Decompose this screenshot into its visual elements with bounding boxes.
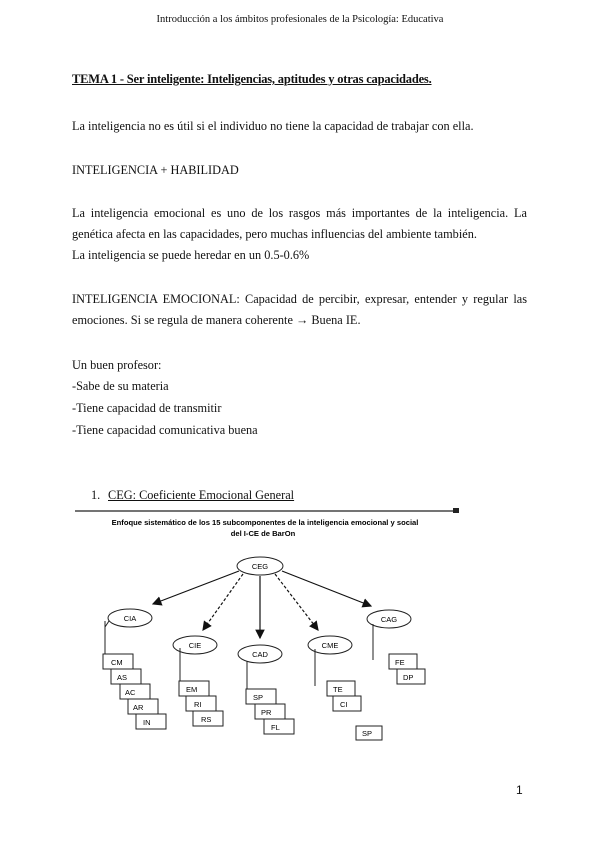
box-ci-label: CI [340,700,348,709]
box-dp-label: DP [403,673,414,682]
diagram-caption-line1: Enfoque sistemático de los 15 subcomponentes de la inteligencia emocional y social [111,518,419,527]
node-ceg-label: CEG [251,562,269,571]
page-number: 1 [516,783,523,797]
box-ac-label: AC [125,688,136,697]
box-pr-label: PR [261,708,272,717]
list-item: -Tiene capacidad comunicativa buena [72,423,258,437]
paragraph-ie-definicion: INTELIGENCIA EMOCIONAL: Capacidad de percibir, expresar, entender y regular las emociones. Si se regula de manera coherente → Buena IE. [72,292,527,327]
box-ar-label: AR [133,703,144,712]
arrow-to-cag [282,571,371,606]
page-title: TEMA 1 - Ser inteligente: Inteligencias, aptitudes y otras capacidades. [72,72,432,86]
baron-diagram [75,508,465,748]
box-ri-label: RI [194,700,202,709]
box-fl-label: FL [271,723,280,732]
paragraph-inteligencia-habilidad: INTELIGENCIA + HABILIDAD [72,163,239,177]
list-item: -Tiene capacidad de transmitir [72,401,222,415]
list-heading-ceg: CEG: Coeficiente Emocional General [108,488,295,502]
box-fe-label: FE [395,658,405,667]
paragraph-heredar: La inteligencia se puede heredar en un 0.5-0.6% [72,248,310,262]
page-header: Introducción a los ámbitos profesionales de la Psicología: Educativa [156,14,444,25]
paragraph-inteligencia-emocional: La inteligencia emocional es uno de los rasgos más importantes de la inteligencia. La genética afecta en las capacidades, pero muchas influencias del ambiente también. [72,206,527,241]
node-cad-label: CAD [252,650,268,659]
box-extra-sp-label: SP [362,729,373,738]
arrow-to-cia [153,571,239,604]
node-cme-label: CME [321,641,339,650]
node-cag-label: CAG [380,615,398,624]
box-te-label: TE [333,685,343,694]
box-sp-label: SP [253,693,264,702]
box-em-label: EM [186,685,198,694]
box-rs-label: RS [201,715,212,724]
diagram-caption-line2: del I-CE de BarOn [230,529,296,538]
list-number: 1. [91,488,101,502]
diagram-corner-mark [453,508,459,513]
paragraph-inteligencia-util: La inteligencia no es útil si el individuo no tiene la capacidad de trabajar con ella. [72,119,474,133]
box-in-label: IN [143,718,151,727]
paragraph-buen-profesor: Un buen profesor: [72,358,162,372]
box-cm-label: CM [111,658,123,667]
list-item: -Sabe de su materia [72,379,169,393]
node-cia-label: CIA [123,614,137,623]
node-cie-label: CIE [188,641,202,650]
box-as-label: AS [117,673,128,682]
box-in [136,714,166,729]
